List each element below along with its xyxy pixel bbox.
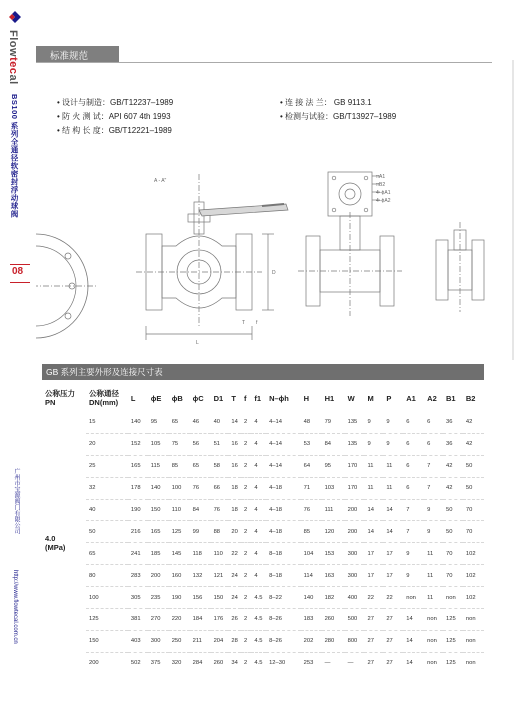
table-cell: 150 <box>211 587 229 609</box>
column-header: f1 <box>254 393 262 403</box>
table-row <box>42 652 484 673</box>
table-cell: 110 <box>211 543 229 565</box>
table-cell: 85 <box>301 521 322 543</box>
table-cell: 70 <box>463 499 484 521</box>
table-cell: 375 <box>150 660 161 667</box>
table-cell: 42 <box>463 412 484 433</box>
table-cell: non <box>403 587 424 609</box>
table-cell: 42 <box>463 433 484 455</box>
table-cell: 64 <box>301 455 322 477</box>
table-cell: 241 <box>128 543 148 565</box>
page-edge-mark <box>512 60 514 360</box>
table-cell: 4–18 <box>266 477 301 499</box>
column-header: H <box>303 393 310 403</box>
table-cell: 6 <box>403 477 424 499</box>
table-cell: 9 <box>364 412 383 433</box>
column-header: A1 <box>406 393 416 403</box>
table-cell: 111 <box>322 499 345 521</box>
table-cell: 14 <box>403 609 424 631</box>
table-cell: 104 <box>301 543 322 565</box>
table-cell: 4.5 <box>251 630 266 652</box>
table-cell: 284 <box>192 660 203 667</box>
column-header: B2 <box>465 393 476 403</box>
table-cell: 4.5 <box>251 609 266 631</box>
table-cell: 18 <box>228 499 241 521</box>
table-cell: 70 <box>443 543 463 565</box>
table-cell: 400 <box>345 587 365 609</box>
table-cell: non <box>443 587 463 609</box>
table-cell: 125 <box>446 660 456 667</box>
table-cell: non <box>463 609 484 631</box>
table-cell: 6 <box>403 412 424 433</box>
dn-cell: 50 <box>86 521 128 543</box>
table-cell: 216 <box>128 521 148 543</box>
table-cell: 125 <box>443 630 463 652</box>
column-header: T <box>231 393 236 403</box>
table-cell: 6 <box>424 433 443 455</box>
table-cell: 14 <box>403 630 424 652</box>
table-cell: 140 <box>128 412 148 433</box>
dn-cell: 65 <box>86 543 128 565</box>
table-cell: 20 <box>228 521 241 543</box>
table-cell: 7 <box>403 521 424 543</box>
table-cell: 95 <box>322 455 345 477</box>
dn-cell: 15 <box>86 412 128 433</box>
table-cell: 2 <box>241 412 251 433</box>
column-header: L <box>130 393 136 403</box>
table-cell: 178 <box>128 477 148 499</box>
table-cell: 6 <box>403 455 424 477</box>
table-cell: 4 <box>251 565 266 587</box>
table-cell: 16 <box>228 455 241 477</box>
spec-item: • 设计与制造：GB/T12237–1989 <box>57 98 174 107</box>
table-cell: 71 <box>301 477 322 499</box>
table-cell: 204 <box>211 630 229 652</box>
table-cell: 190 <box>169 587 190 609</box>
table-cell: 17 <box>364 543 383 565</box>
table-cell: 105 <box>148 433 169 455</box>
table-cell: 14 <box>228 412 241 433</box>
table-cell: 2 <box>241 433 251 455</box>
table-cell: 200 <box>148 565 169 587</box>
table-cell: 8–26 <box>266 609 301 631</box>
table-cell: 500 <box>345 609 365 631</box>
table-cell: 4 <box>251 521 266 543</box>
table-cell: 9 <box>383 412 403 433</box>
table-cell: 70 <box>443 565 463 587</box>
column-header: M <box>367 393 374 403</box>
table-cell: 120 <box>322 521 345 543</box>
table-cell: 17 <box>383 565 403 587</box>
table-cell: — <box>347 660 354 667</box>
table-cell: 125 <box>443 609 463 631</box>
table-cell: 28 <box>228 630 241 652</box>
table-row <box>42 499 484 521</box>
table-cell: 84 <box>322 433 345 455</box>
table-cell: 110 <box>169 499 190 521</box>
table-cell: 58 <box>211 455 229 477</box>
table-cell: 125 <box>169 521 190 543</box>
table-cell: 18 <box>228 477 241 499</box>
table-cell: non <box>424 630 443 652</box>
table-cell: 381 <box>128 609 148 631</box>
sidebar <box>0 0 30 714</box>
table-cell: 27 <box>364 630 383 652</box>
table-cell: 2 <box>243 660 248 667</box>
table-cell: 2 <box>241 565 251 587</box>
table-row <box>42 433 484 455</box>
table-cell: 135 <box>345 433 365 455</box>
table-row <box>42 609 484 631</box>
table-cell: 14 <box>364 521 383 543</box>
series-title: BS100 系列全通径软密封浮动球阀 <box>10 94 19 219</box>
table-cell: 102 <box>463 587 484 609</box>
table-cell: 75 <box>169 433 190 455</box>
pn-value: 4.0 (MPa) <box>45 533 66 552</box>
table-cell: 202 <box>301 630 322 652</box>
table-cell: 9 <box>403 565 424 587</box>
table-cell: 50 <box>463 477 484 499</box>
table-cell: 8–26 <box>266 630 301 652</box>
table-cell: 99 <box>190 521 211 543</box>
table-cell: 184 <box>190 609 211 631</box>
table-cell: 16 <box>228 433 241 455</box>
table-cell: 320 <box>171 660 182 667</box>
table-cell: 4–14 <box>266 412 301 433</box>
table-cell: 2 <box>241 609 251 631</box>
table-cell: 65 <box>190 455 211 477</box>
table-cell: 160 <box>169 565 190 587</box>
table-row <box>42 630 484 652</box>
table-cell: 121 <box>211 565 229 587</box>
table-cell: 115 <box>148 455 169 477</box>
table-cell: 102 <box>463 543 484 565</box>
table-cell: 14 <box>383 521 403 543</box>
table-header-row <box>42 384 484 412</box>
section-title: 标准规范 <box>50 51 89 62</box>
table-cell: 2 <box>241 543 251 565</box>
table-cell: 27 <box>367 660 374 667</box>
dn-cell: 25 <box>86 455 128 477</box>
column-header: ϕC <box>192 393 204 403</box>
table-cell: 50 <box>463 455 484 477</box>
table-cell: 102 <box>463 565 484 587</box>
table-cell: 26 <box>228 609 241 631</box>
column-header: B1 <box>446 393 456 403</box>
drawing-label-flange-b: □B2 <box>376 182 386 188</box>
flowtecal-logo-icon <box>8 10 22 24</box>
table-cell: 2 <box>241 477 251 499</box>
column-header: ϕB <box>171 393 183 403</box>
table-cell: 145 <box>169 543 190 565</box>
table-cell: 300 <box>148 630 169 652</box>
column-header: H1 <box>324 393 335 403</box>
column-header: f <box>243 393 247 403</box>
table-cell: 4 <box>251 477 266 499</box>
table-cell: 165 <box>148 521 169 543</box>
table-cell: 4.5 <box>251 587 266 609</box>
dn-cell: 100 <box>86 587 128 609</box>
table-cell: 103 <box>322 477 345 499</box>
table-cell: 211 <box>190 630 211 652</box>
table-cell: 140 <box>148 477 169 499</box>
table-cell: 114 <box>301 565 322 587</box>
table-cell: 24 <box>228 565 241 587</box>
table-cell: 24 <box>228 587 241 609</box>
table-cell: 84 <box>190 499 211 521</box>
table-cell: 100 <box>169 477 190 499</box>
table-cell: 190 <box>128 499 148 521</box>
page-number-rule-top <box>10 264 30 265</box>
table-cell: 48 <box>301 412 322 433</box>
dn-cell: 32 <box>86 477 128 499</box>
table-cell: 7 <box>424 455 443 477</box>
dn-cell: 200 <box>88 660 99 667</box>
specs-right <box>280 96 396 124</box>
table-row <box>42 543 484 565</box>
table-cell: 2 <box>241 521 251 543</box>
table-cell: 9 <box>383 433 403 455</box>
table-cell: 220 <box>169 609 190 631</box>
specs-left <box>57 96 173 138</box>
table-cell: 11 <box>424 565 443 587</box>
table-cell: 76 <box>190 477 211 499</box>
table-title: GB 系列主要外形及连接尺寸表 <box>46 367 163 377</box>
website-link[interactable]: http://www.flowtecal.com.cn <box>12 570 18 644</box>
drawing-label-t: T <box>242 320 246 326</box>
table-cell: 53 <box>301 433 322 455</box>
table-cell: 132 <box>190 565 211 587</box>
spec-item: • 防 火 测 试：API 607 4th 1993 <box>57 112 171 121</box>
page-number-rule-bottom <box>10 282 30 283</box>
drawing-label-flange-d: 4–ϕA2 <box>376 198 391 204</box>
table-cell: 8–22 <box>266 587 301 609</box>
table-cell: 150 <box>148 499 169 521</box>
pn-header: 公称压力 PN <box>45 389 75 407</box>
table-cell: 79 <box>322 412 345 433</box>
table-cell: 9 <box>403 543 424 565</box>
table-cell: 88 <box>211 521 229 543</box>
table-cell: 153 <box>322 543 345 565</box>
table-cell: 4–14 <box>266 433 301 455</box>
table-cell: 65 <box>169 412 190 433</box>
dn-header: 公称通径 DN(mm) <box>88 389 119 407</box>
table-cell: 2 <box>241 455 251 477</box>
table-row <box>42 455 484 477</box>
table-cell: non <box>424 609 443 631</box>
table-cell: 27 <box>383 630 403 652</box>
table-cell: 12–30 <box>269 660 286 667</box>
table-cell: 253 <box>303 660 314 667</box>
table-cell: 4–18 <box>266 499 301 521</box>
table-cell: 9 <box>364 433 383 455</box>
spec-item: • 连 接 法 兰： GB 9113.1 <box>280 98 372 107</box>
table-cell: 185 <box>148 543 169 565</box>
table-cell: 135 <box>345 412 365 433</box>
page-number: 08 <box>12 266 24 277</box>
table-cell: 9 <box>424 499 443 521</box>
table-cell: 502 <box>130 660 141 667</box>
table-cell: 36 <box>443 412 463 433</box>
table-cell: 118 <box>190 543 211 565</box>
table-cell: 4 <box>251 455 266 477</box>
table-cell: 42 <box>443 455 463 477</box>
table-cell: 36 <box>443 433 463 455</box>
column-header: D1 <box>213 393 224 403</box>
table-cell: 4 <box>251 499 266 521</box>
table-cell: 2 <box>241 587 251 609</box>
table-cell: 7 <box>424 477 443 499</box>
table-cell: 66 <box>211 477 229 499</box>
table-cell: 70 <box>463 521 484 543</box>
table-cell: 4.5 <box>254 660 263 667</box>
table-cell: 76 <box>211 499 229 521</box>
table-cell: 305 <box>128 587 148 609</box>
table-cell: 50 <box>443 521 463 543</box>
table-cell: 22 <box>383 587 403 609</box>
company-name: 广州市宝源阀门有限公司 <box>13 468 19 534</box>
table-cell: 11 <box>383 477 403 499</box>
table-cell: 183 <box>301 609 322 631</box>
table-cell: 17 <box>383 543 403 565</box>
table-cell: 17 <box>364 565 383 587</box>
table-row <box>42 477 484 499</box>
table-cell: 27 <box>383 609 403 631</box>
column-header: W <box>347 393 355 403</box>
dimension-table <box>42 384 484 674</box>
table-cell: 163 <box>322 565 345 587</box>
table-cell: 235 <box>148 587 169 609</box>
table-cell: 51 <box>211 433 229 455</box>
table-cell: 182 <box>322 587 345 609</box>
drawing-label-d: D <box>272 270 276 276</box>
table-cell: 6 <box>403 433 424 455</box>
table-cell: 27 <box>364 609 383 631</box>
table-cell: 14 <box>383 499 403 521</box>
table-cell: 250 <box>169 630 190 652</box>
column-header: A2 <box>427 393 437 403</box>
table-cell: 6 <box>424 412 443 433</box>
table-cell: 9 <box>424 521 443 543</box>
table-cell: 270 <box>148 609 169 631</box>
table-cell: 8–18 <box>266 543 301 565</box>
dn-cell: 80 <box>86 565 128 587</box>
table-cell: 300 <box>345 565 365 587</box>
table-cell: 95 <box>148 412 169 433</box>
table-cell: 176 <box>211 609 229 631</box>
brand-name: Flowtecal <box>7 30 19 85</box>
table-cell: 7 <box>403 499 424 521</box>
table-cell: 4–18 <box>266 521 301 543</box>
table-row <box>42 521 484 543</box>
spec-item: • 结 构 长 度：GB/T12221–1989 <box>57 126 172 135</box>
table-cell: 11 <box>383 455 403 477</box>
dn-cell: 125 <box>86 609 128 631</box>
dn-cell: 20 <box>86 433 128 455</box>
table-cell: 170 <box>345 477 365 499</box>
table-cell: 11 <box>424 587 443 609</box>
valve-technical-drawing <box>36 166 492 348</box>
table-cell: non <box>427 660 437 667</box>
table-cell: non <box>465 660 476 667</box>
table-cell: 2 <box>241 499 251 521</box>
spec-item: • 检测与试验：GB/T13927–1989 <box>280 112 397 121</box>
dn-cell: 150 <box>86 630 128 652</box>
table-cell: 4–14 <box>266 455 301 477</box>
table-cell: 14 <box>364 499 383 521</box>
table-cell: 800 <box>345 630 365 652</box>
table-cell: 140 <box>301 587 322 609</box>
dn-cell: 40 <box>86 499 128 521</box>
table-cell: 14 <box>406 660 413 667</box>
column-header: P <box>386 393 392 403</box>
table-cell: 152 <box>128 433 148 455</box>
table-cell: 40 <box>211 412 229 433</box>
table-cell: 11 <box>424 543 443 565</box>
table-cell: 42 <box>443 477 463 499</box>
table-cell: 85 <box>169 455 190 477</box>
table-cell: 200 <box>345 521 365 543</box>
table-cell: 403 <box>128 630 148 652</box>
table-cell: 11 <box>364 477 383 499</box>
table-cell: 280 <box>322 630 345 652</box>
table-cell: 4 <box>251 543 266 565</box>
drawing-label-f: f <box>256 320 258 326</box>
table-cell: 56 <box>190 433 211 455</box>
table-cell: 156 <box>190 587 211 609</box>
drawing-label-flange-a: □A1 <box>376 174 386 180</box>
table-cell: 283 <box>128 565 148 587</box>
drawing-label-section: A - A" <box>154 178 167 184</box>
table-row <box>42 587 484 609</box>
table-cell: 165 <box>128 455 148 477</box>
drawing-label-l: L <box>196 340 199 346</box>
table-cell: 300 <box>345 543 365 565</box>
table-cell: 76 <box>301 499 322 521</box>
table-cell: 34 <box>231 660 238 667</box>
table-cell: 46 <box>190 412 211 433</box>
table-cell: 22 <box>228 543 241 565</box>
section-divider <box>36 62 492 63</box>
column-header: ϕE <box>150 393 162 403</box>
table-cell: 4 <box>251 433 266 455</box>
table-cell: 260 <box>213 660 224 667</box>
table-cell: 260 <box>322 609 345 631</box>
table-cell: 11 <box>364 455 383 477</box>
table-cell: non <box>463 630 484 652</box>
table-cell: 4 <box>251 412 266 433</box>
table-row <box>42 412 484 433</box>
table-cell: 2 <box>241 630 251 652</box>
table-cell: 22 <box>364 587 383 609</box>
table-cell: 50 <box>443 499 463 521</box>
table-row <box>42 565 484 587</box>
table-cell: 27 <box>386 660 393 667</box>
table-cell: 200 <box>345 499 365 521</box>
table-cell: 8–18 <box>266 565 301 587</box>
table-cell: 170 <box>345 455 365 477</box>
drawing-label-flange-c: 4–ϕA1 <box>376 190 391 196</box>
column-header: N–ϕh <box>269 393 289 403</box>
table-cell: — <box>324 660 331 667</box>
